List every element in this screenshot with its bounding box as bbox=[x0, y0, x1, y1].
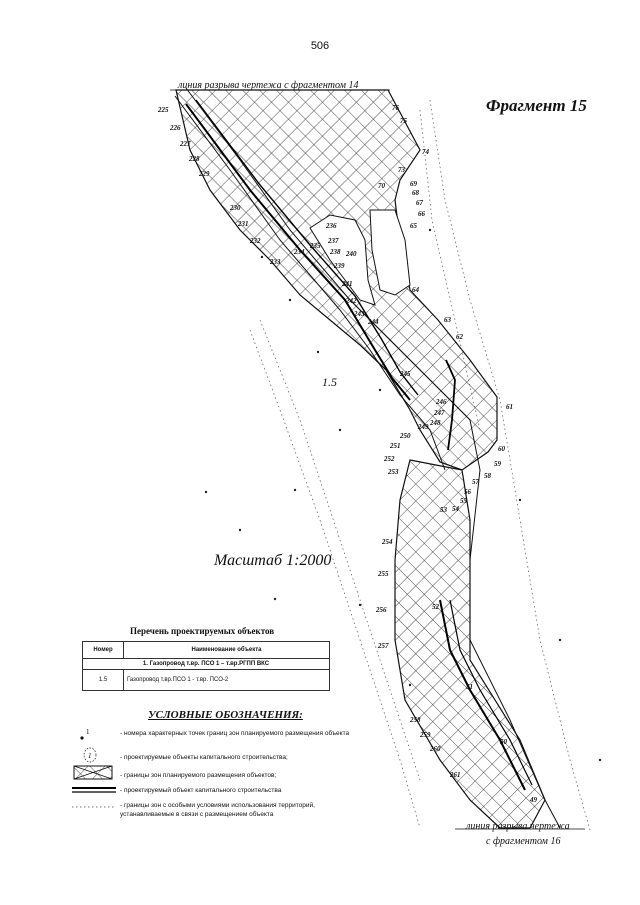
pipeline-symbol-icon bbox=[72, 785, 116, 795]
point-49: 49 bbox=[530, 796, 537, 804]
point-52: 52 bbox=[432, 603, 439, 611]
point-259: 259 bbox=[420, 731, 431, 739]
legend-item-pipeline: - проектируемый объект капитального строительства bbox=[120, 787, 282, 794]
point-64: 64 bbox=[412, 286, 419, 294]
legend-item-special-zones: - границы зон с особыми условиями использования территорий, устанавливаемые в связи с размещением объекта bbox=[120, 802, 315, 818]
point-227: 227 bbox=[180, 140, 191, 148]
point-261: 261 bbox=[450, 771, 461, 779]
fragment-title: Фрагмент 15 bbox=[486, 96, 587, 115]
top-break-label: линия разрыва чертежа с фрагментом 14 bbox=[178, 80, 359, 91]
scale-label: Масштаб 1:2000 bbox=[214, 552, 332, 569]
point-66: 66 bbox=[418, 210, 425, 218]
legend-item-objects: - проектируемые объекты капитального строительства; bbox=[120, 754, 288, 761]
point-229: 229 bbox=[199, 170, 210, 178]
point-56: 56 bbox=[464, 488, 471, 496]
point-242: 242 bbox=[346, 297, 357, 305]
objects-table bbox=[82, 641, 330, 691]
row-name: Газопровод т.вр.ПСО 1 - т.вр. ПСО-2 bbox=[124, 670, 330, 691]
objects-list-title: Перечень проектируемых объектов bbox=[130, 626, 275, 636]
point-241: 241 bbox=[342, 280, 353, 288]
point-257: 257 bbox=[378, 642, 389, 650]
point-225: 225 bbox=[158, 106, 169, 114]
point-246: 246 bbox=[436, 398, 447, 406]
point-symbol-icon bbox=[72, 726, 112, 744]
point-260: 260 bbox=[430, 745, 441, 753]
point-51: 51 bbox=[466, 683, 473, 691]
point-253: 253 bbox=[388, 468, 399, 476]
point-226: 226 bbox=[170, 124, 181, 132]
point-62: 62 bbox=[456, 333, 463, 341]
point-75: 75 bbox=[400, 117, 407, 125]
point-233: 233 bbox=[270, 258, 281, 266]
point-248: 248 bbox=[430, 419, 441, 427]
point-54: 54 bbox=[452, 505, 459, 513]
zone-hatch-symbol-icon bbox=[72, 765, 116, 781]
point-243: 243 bbox=[354, 310, 365, 318]
point-239: 239 bbox=[334, 262, 345, 270]
point-251: 251 bbox=[390, 442, 401, 450]
point-254: 254 bbox=[382, 538, 393, 546]
row-number: 1.5 bbox=[83, 670, 124, 691]
legend-item-points: - номера характерных точек границ зон планируемого размещения объекта bbox=[120, 730, 350, 737]
legend-title: УСЛОВНЫЕ ОБОЗНАЧЕНИЯ: bbox=[148, 709, 303, 721]
point-252: 252 bbox=[384, 455, 395, 463]
point-55: 55 bbox=[460, 497, 467, 505]
point-68: 68 bbox=[412, 189, 419, 197]
point-50: 50 bbox=[500, 738, 507, 746]
point-258: 258 bbox=[410, 716, 421, 724]
page-number: 506 bbox=[310, 40, 330, 52]
segment-label: 1.5 bbox=[322, 375, 337, 389]
point-240: 240 bbox=[346, 250, 357, 258]
point-250: 250 bbox=[400, 432, 411, 440]
point-228: 228 bbox=[189, 155, 200, 163]
header-number: Номер bbox=[83, 642, 124, 659]
svg-text:1: 1 bbox=[86, 728, 90, 736]
bottom-break-label-line2: с фрагментом 16 bbox=[486, 836, 561, 847]
point-73: 73 bbox=[398, 166, 405, 174]
point-247: 247 bbox=[434, 409, 445, 417]
point-70: 70 bbox=[378, 182, 385, 190]
point-65: 65 bbox=[410, 222, 417, 230]
point-53: 53 bbox=[440, 506, 447, 514]
point-232: 232 bbox=[250, 237, 261, 245]
point-236: 236 bbox=[326, 222, 337, 230]
point-60: 60 bbox=[498, 445, 505, 453]
point-235: 235 bbox=[310, 242, 321, 250]
zone-lower bbox=[395, 460, 545, 828]
point-230: 230 bbox=[230, 204, 241, 212]
legend-item-zones: - границы зон планируемого размещения объектов; bbox=[120, 772, 277, 779]
point-256: 256 bbox=[376, 606, 387, 614]
point-59: 59 bbox=[494, 460, 501, 468]
point-237: 237 bbox=[328, 237, 339, 245]
point-74: 74 bbox=[422, 148, 429, 156]
point-238: 238 bbox=[330, 248, 341, 256]
point-231: 231 bbox=[238, 220, 249, 228]
svg-text:1: 1 bbox=[88, 752, 92, 760]
table-row bbox=[83, 670, 330, 691]
point-249: 249 bbox=[418, 423, 429, 431]
point-245: 245 bbox=[400, 370, 411, 378]
bottom-break-label-line1: линия разрыва чертежа bbox=[466, 821, 570, 832]
point-57: 57 bbox=[472, 478, 479, 486]
point-234: 234 bbox=[294, 248, 305, 256]
section-row: 1. Газопровод т.вр. ПСО 1 – т.вр.РГПП ВКС bbox=[83, 659, 330, 670]
point-61: 61 bbox=[506, 403, 513, 411]
special-zone-symbol-icon bbox=[72, 802, 116, 812]
point-69: 69 bbox=[410, 180, 417, 188]
point-244: 244 bbox=[368, 318, 379, 326]
header-name: Наименование объекта bbox=[124, 642, 330, 659]
point-58: 58 bbox=[484, 472, 491, 480]
object-symbol-icon bbox=[72, 746, 112, 764]
point-255: 255 bbox=[378, 570, 389, 578]
point-67: 67 bbox=[416, 199, 423, 207]
zone-upper bbox=[176, 90, 497, 470]
point-76: 76 bbox=[392, 104, 399, 112]
point-63: 63 bbox=[444, 316, 451, 324]
